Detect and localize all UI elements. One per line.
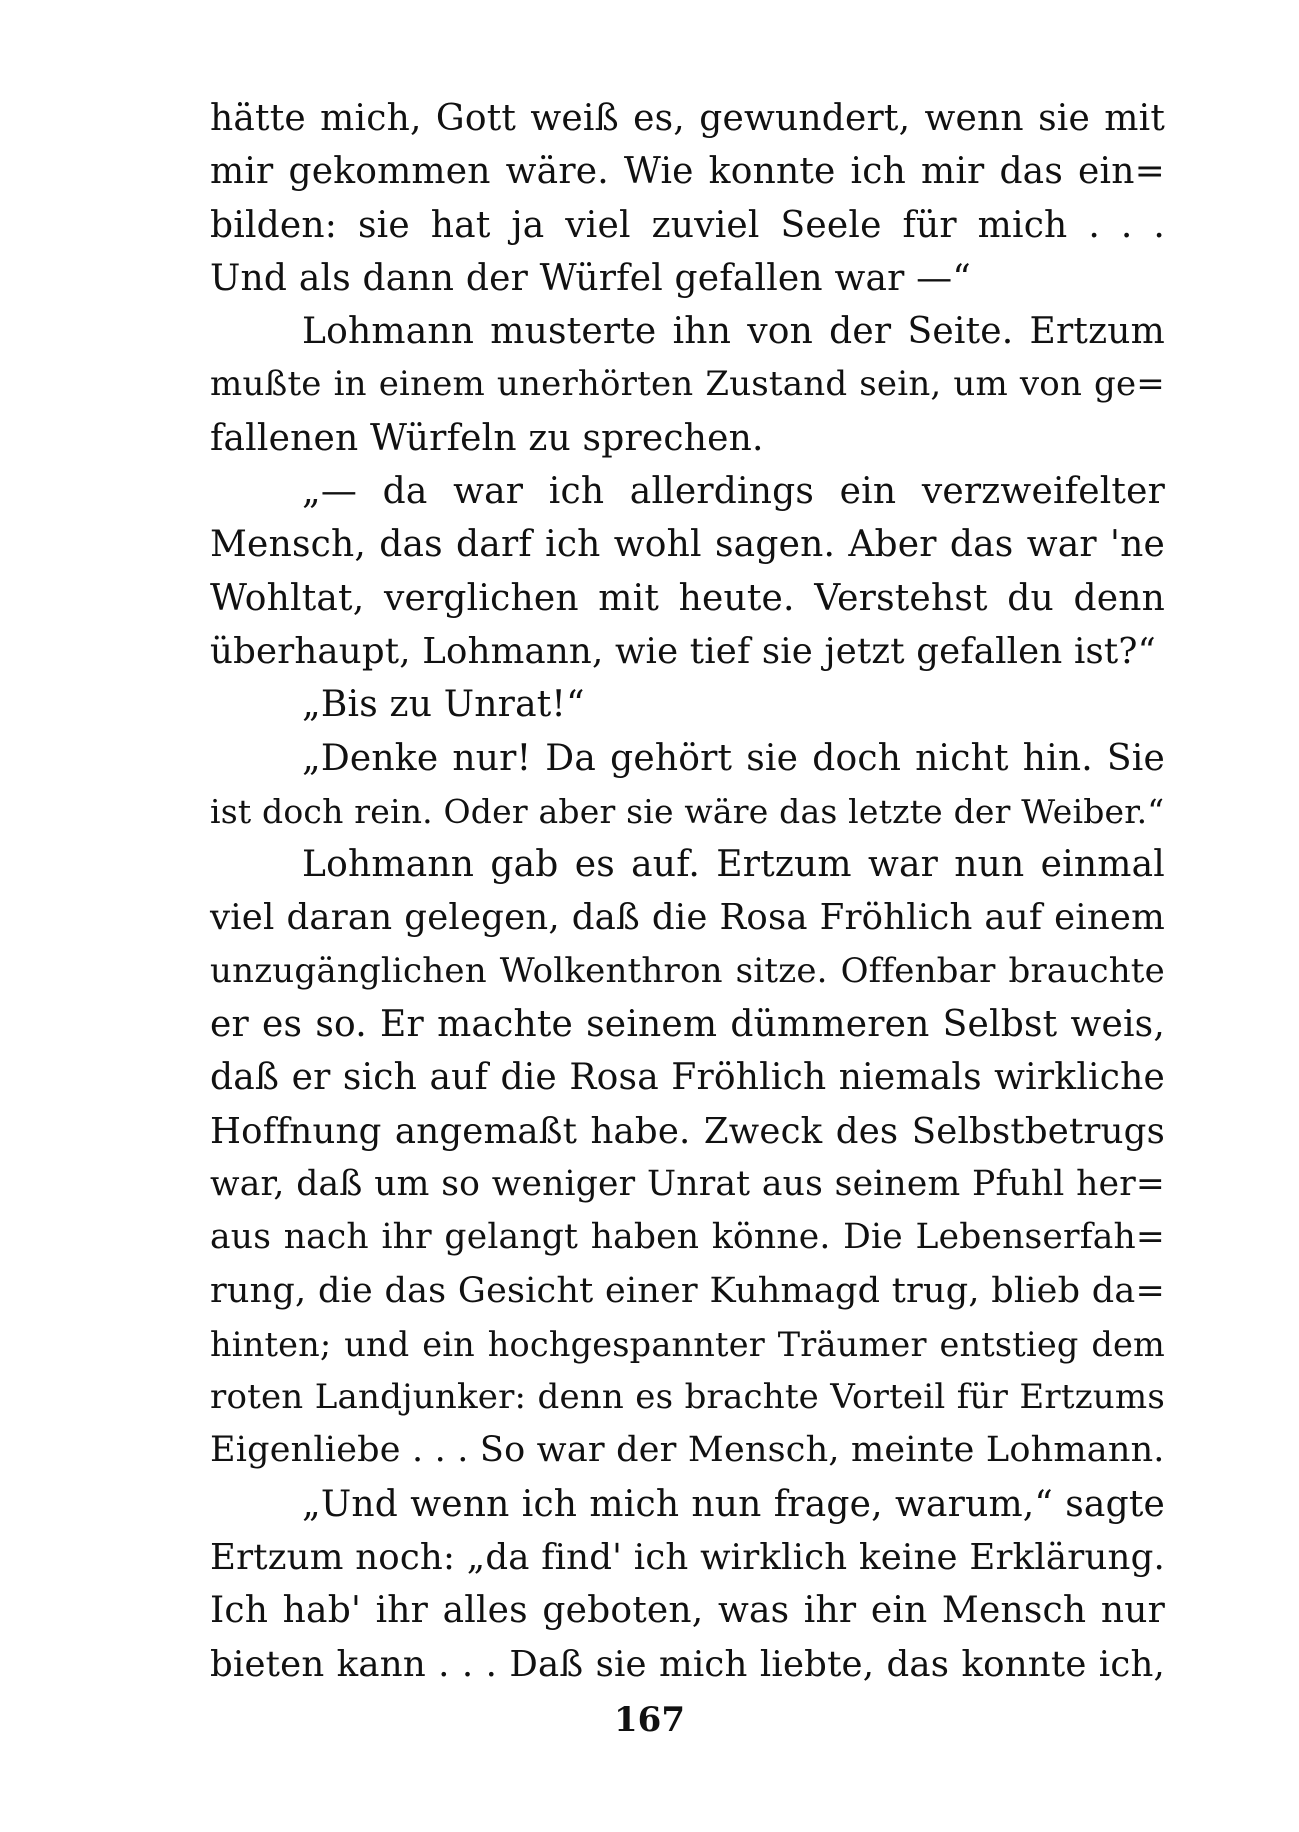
text-line: er es so. Er machte seinem dümmeren Selbst weis, (210, 1004, 1165, 1046)
text-line: hinten; und ein hochgespannter Träumer entstieg dem (210, 1324, 1165, 1364)
text-line: roten Landjunker: denn es brachte Vorteil für Ertzums (210, 1377, 1165, 1418)
text-line: ist doch rein. Oder aber sie wäre das letzte der Weiber.“ (210, 791, 1165, 831)
text-line: viel daran gelegen, daß die Rosa Fröhlich auf einem (210, 897, 1165, 939)
text-line: Hoffnung angemaßt habe. Zweck des Selbstbetrugs (210, 1110, 1165, 1152)
text-line: rung, die das Gesicht einer Kuhmagd trug, blieb da= (210, 1270, 1165, 1311)
text-line: „Denke nur! Da gehört sie doch nicht hin. Sie (302, 737, 1165, 779)
text-line: hätte mich, Gott weiß es, gewundert, wenn sie mit (210, 98, 1165, 139)
text-line: daß er sich auf die Rosa Fröhlich niemals wirkliche (210, 1057, 1165, 1099)
text-line: bilden: sie hat ja viel zuviel Seele für mich . . . (210, 204, 1165, 246)
text-line: „Und wenn ich mich nun frage, warum,“ sagte (302, 1483, 1165, 1525)
text-line: „Bis zu Unrat!“ (302, 684, 585, 726)
text-line: bieten kann . . . Daß sie mich liebte, das konnte ich, (210, 1643, 1165, 1685)
text-line: Eigenliebe . . . So war der Mensch, meinte Lohmann. (210, 1430, 1165, 1471)
text-line: Lohmann gab es auf. Ertzum war nun einmal (302, 844, 1165, 886)
text-line: Ich hab' ihr alles geboten, was ihr ein Mensch nur (210, 1590, 1165, 1632)
text-line: war, daß um so weniger Unrat aus seinem Pfuhl her= (210, 1163, 1165, 1204)
text-line: Ertzum noch: „da find' ich wirklich keine Erklärung. (210, 1537, 1165, 1579)
text-line: mir gekommen wäre. Wie konnte ich mir das ein= (210, 151, 1165, 193)
page-number: 167 (614, 1700, 685, 1740)
text-line: mußte in einem unerhörten Zustand sein, um von ge= (210, 364, 1165, 405)
text-line: „— da war ich allerdings ein verzweifelter (302, 471, 1165, 513)
text-line: Und als dann der Würfel gefallen war —“ (210, 257, 971, 299)
text-line: Lohmann musterte ihn von der Seite. Ertzum (302, 311, 1165, 353)
text-line: Mensch, das darf ich wohl sagen. Aber das war 'ne (210, 524, 1165, 566)
text-line: Wohltat, verglichen mit heute. Verstehst du denn (210, 577, 1165, 619)
body-text (210, 92, 1165, 1691)
text-line: aus nach ihr gelangt haben könne. Die Lebenserfah= (210, 1217, 1165, 1258)
text-line: unzugänglichen Wolkenthron sitze. Offenbar brauchte (210, 950, 1165, 991)
text-line: überhaupt, Lohmann, wie tief sie jetzt gefallen ist?“ (210, 630, 1156, 672)
text-line: fallenen Würfeln zu sprechen. (210, 417, 764, 459)
